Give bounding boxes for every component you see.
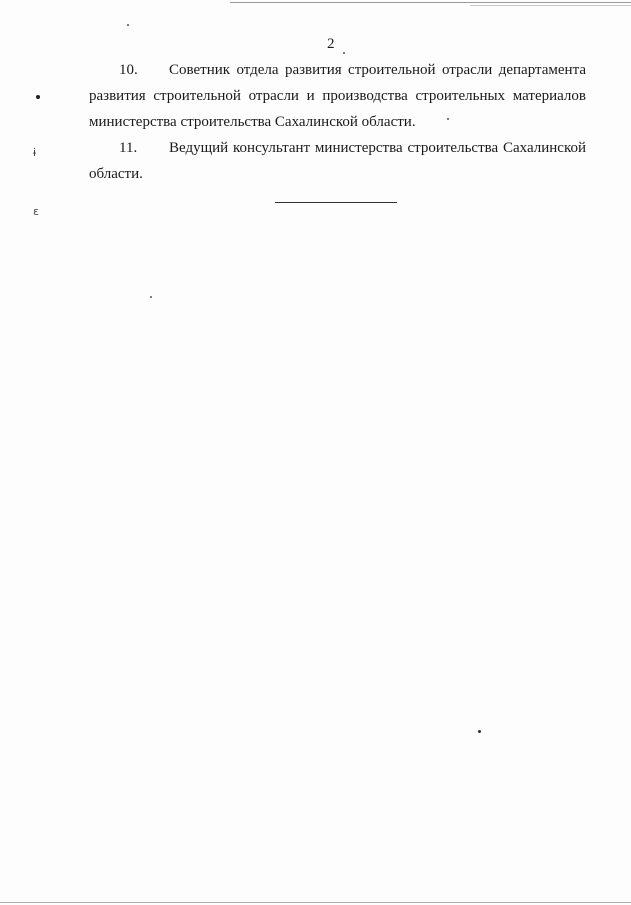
end-separator-line [275,202,397,203]
list-item [89,135,586,187]
scan-speck [127,24,129,26]
scan-edge-line [0,902,631,903]
list-item-continuation: области. [89,166,143,182]
list-item-number: 11. [119,140,138,156]
scan-speck [343,52,345,54]
list-item-first-line [89,57,586,83]
list-item-number: 10. [119,62,138,78]
scan-speck [447,118,449,120]
scan-speck [150,296,152,298]
scan-speck [36,95,40,99]
list-item-first-line [89,135,586,161]
scan-edge-line [230,2,631,3]
page-number: 2 [327,36,335,52]
list-item-continuation: развития строительной отрасли и производства строительных материалов министерства строительства Сахалинской области. [89,88,586,130]
scan-speck [478,730,481,733]
scan-mark-icon: ɨ [33,146,37,159]
list-item-text: Советник отдела развития строительной отрасли департамента [169,62,586,78]
list-item-text: Ведущий консультант министерства строительства Сахалинской [169,140,586,156]
scan-mark-icon: ɛ [33,205,39,218]
list-item [89,57,586,135]
scan-edge-line [470,5,631,6]
